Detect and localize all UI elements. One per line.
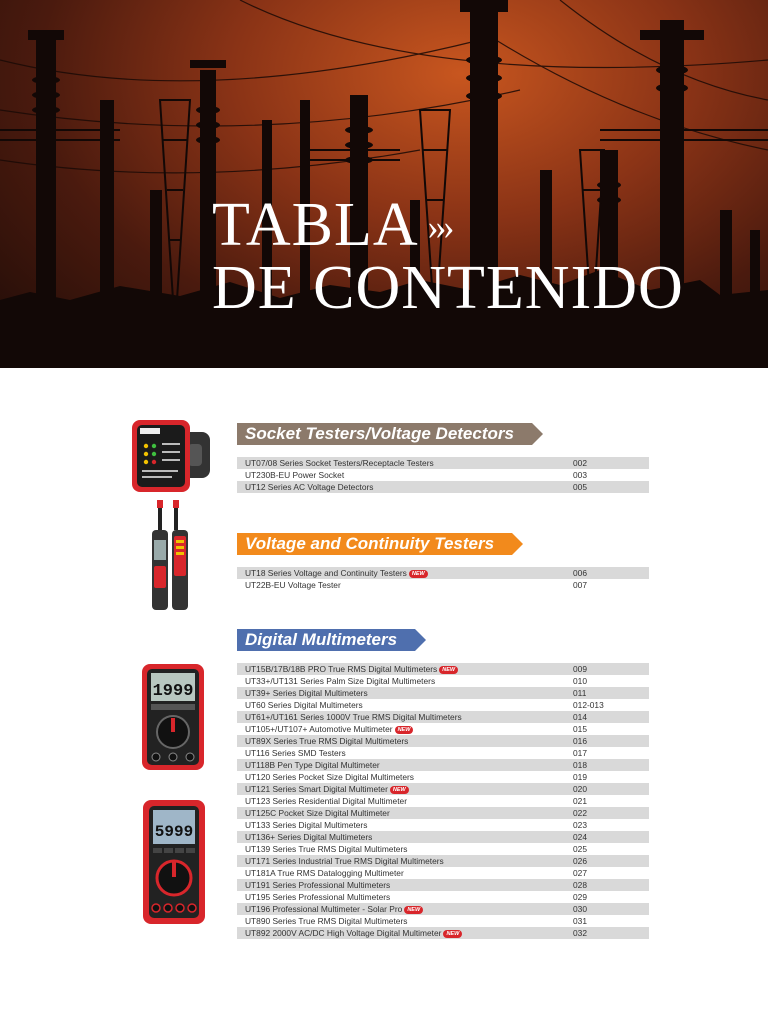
toc-page-number: 006 — [573, 568, 587, 578]
toc-row[interactable] — [237, 469, 649, 481]
toc-row[interactable] — [237, 711, 649, 723]
toc-row[interactable] — [237, 915, 649, 927]
toc-entry-title: UT171 Series Industrial True RMS Digital Multimeters — [245, 856, 444, 866]
toc-entry-title: UT61+/UT161 Series 1000V True RMS Digital Multimeters — [245, 712, 462, 722]
toc-page-number: 007 — [573, 580, 587, 590]
section-header: Socket Testers/Voltage Detectors — [237, 423, 532, 445]
toc-page-number: 014 — [573, 712, 587, 722]
section-voltage-continuity-testers — [237, 533, 649, 591]
toc-page-number: 012-013 — [573, 700, 604, 710]
toc-entry-title: UT120 Series Pocket Size Digital Multimeters — [245, 772, 414, 782]
toc-page-number: 017 — [573, 748, 587, 758]
toc-page-number: 002 — [573, 458, 587, 468]
toc-page-number: 011 — [573, 688, 587, 698]
toc-page-number: 022 — [573, 808, 587, 818]
toc-row[interactable] — [237, 855, 649, 867]
toc-entry-title: UT892 2000V AC/DC High Voltage Digital Multimeter NEW — [245, 927, 462, 939]
toc-row[interactable] — [237, 927, 649, 939]
toc-entry-title: UT196 Professional Multimeter - Solar Pro NEW — [245, 903, 423, 915]
toc-row[interactable] — [237, 819, 649, 831]
toc-row[interactable] — [237, 747, 649, 759]
toc-row[interactable] — [237, 879, 649, 891]
voltage-tester-image — [148, 500, 192, 612]
toc-page-number: 015 — [573, 724, 587, 734]
new-badge-icon: NEW — [439, 666, 458, 674]
toc-row[interactable] — [237, 699, 649, 711]
toc-entry-title: UT195 Series Professional Multimeters — [245, 892, 391, 902]
toc-row[interactable] — [237, 735, 649, 747]
new-badge-icon: NEW — [443, 930, 462, 938]
chevron-arrows-icon: ››› — [426, 207, 451, 247]
toc-row[interactable] — [237, 867, 649, 879]
hero-title-line-2: DE CONTENIDO — [212, 254, 684, 322]
toc-row[interactable] — [237, 663, 649, 675]
toc-row[interactable] — [237, 687, 649, 699]
toc-list — [237, 567, 649, 591]
toc-row[interactable] — [237, 831, 649, 843]
toc-entry-title: UT125C Pocket Size Digital Multimeter — [245, 808, 390, 818]
toc-row[interactable] — [237, 567, 649, 579]
toc-page-number: 028 — [573, 880, 587, 890]
toc-entry-title: UT181A True RMS Datalogging Multimeter — [245, 868, 404, 878]
toc-entry-title: UT15B/17B/18B PRO True RMS Digital Multimeters NEW — [245, 663, 458, 675]
toc-page-number: 019 — [573, 772, 587, 782]
new-badge-icon: NEW — [404, 906, 423, 914]
toc-page-number: 003 — [573, 470, 587, 480]
meter-display-readout: 5999 — [154, 823, 194, 841]
toc-entry-title: UT18 Series Voltage and Continuity Testers NEW — [245, 567, 428, 579]
toc-entry-title: UT89X Series True RMS Digital Multimeters — [245, 736, 409, 746]
toc-row[interactable] — [237, 807, 649, 819]
toc-row[interactable] — [237, 783, 649, 795]
hero-banner — [0, 0, 768, 368]
toc-entry-title: UT133 Series Digital Multimeters — [245, 820, 368, 830]
section-socket-testers — [237, 423, 649, 493]
toc-page-number: 025 — [573, 844, 587, 854]
toc-page-number: 032 — [573, 928, 587, 938]
toc-entry-title: UT121 Series Smart Digital Multimeter NEW — [245, 783, 409, 795]
toc-entry-title: UT105+/UT107+ Automotive Multimeter NEW — [245, 723, 413, 735]
toc-row[interactable] — [237, 903, 649, 915]
toc-page-number: 029 — [573, 892, 587, 902]
toc-entry-title: UT07/08 Series Socket Testers/Receptacle Testers — [245, 458, 434, 468]
toc-row[interactable] — [237, 675, 649, 687]
toc-row[interactable] — [237, 795, 649, 807]
new-badge-icon: NEW — [409, 570, 428, 578]
new-badge-icon: NEW — [395, 726, 414, 734]
section-digital-multimeters — [237, 629, 649, 939]
toc-row[interactable] — [237, 843, 649, 855]
section-header: Digital Multimeters — [237, 629, 415, 651]
toc-entry-title: UT890 Series True RMS Digital Multimeters — [245, 916, 408, 926]
toc-list — [237, 663, 649, 939]
multimeter-image-2 — [143, 800, 205, 924]
toc-page-number: 005 — [573, 482, 587, 492]
toc-entry-title: UT33+/UT131 Series Palm Size Digital Multimeters — [245, 676, 436, 686]
meter-display-readout: 1999 — [152, 682, 194, 701]
toc-entry-title: UT60 Series Digital Multimeters — [245, 700, 363, 710]
new-badge-icon: NEW — [390, 786, 409, 794]
toc-page-number: 010 — [573, 676, 587, 686]
multimeter-image-1 — [142, 664, 204, 770]
socket-tester-image — [130, 418, 212, 494]
toc-row[interactable] — [237, 457, 649, 469]
toc-page-number: 016 — [573, 736, 587, 746]
toc-row[interactable] — [237, 579, 649, 591]
toc-entry-title: UT230B-EU Power Socket — [245, 470, 345, 480]
toc-entry-title: UT118B Pen Type Digital Multimeter — [245, 760, 380, 770]
toc-page-number: 027 — [573, 868, 587, 878]
toc-entry-title: UT136+ Series Digital Multimeters — [245, 832, 373, 842]
toc-entry-title: UT123 Series Residential Digital Multimeter — [245, 796, 407, 806]
toc-entry-title: UT116 Series SMD Testers — [245, 748, 346, 758]
toc-page-number: 026 — [573, 856, 587, 866]
hero-title-line-1: TABLA ››› — [212, 191, 451, 259]
toc-page-number: 009 — [573, 664, 587, 674]
toc-entry-title: UT191 Series Professional Multimeters — [245, 880, 391, 890]
section-header: Voltage and Continuity Testers — [237, 533, 512, 555]
toc-row[interactable] — [237, 771, 649, 783]
toc-list — [237, 457, 649, 493]
toc-entry-title: UT139 Series True RMS Digital Multimeters — [245, 844, 408, 854]
toc-row[interactable] — [237, 481, 649, 493]
toc-row[interactable] — [237, 759, 649, 771]
toc-page-number: 024 — [573, 832, 587, 842]
toc-entry-title: UT39+ Series Digital Multimeters — [245, 688, 368, 698]
toc-row[interactable] — [237, 723, 649, 735]
toc-page-number: 021 — [573, 796, 587, 806]
toc-row[interactable] — [237, 891, 649, 903]
toc-page-number: 023 — [573, 820, 587, 830]
toc-entry-title: UT22B-EU Voltage Tester — [245, 580, 341, 590]
toc-page-number: 031 — [573, 916, 587, 926]
toc-page-number: 030 — [573, 904, 587, 914]
toc-page-number: 020 — [573, 784, 587, 794]
toc-entry-title: UT12 Series AC Voltage Detectors — [245, 482, 374, 492]
toc-page-number: 018 — [573, 760, 587, 770]
